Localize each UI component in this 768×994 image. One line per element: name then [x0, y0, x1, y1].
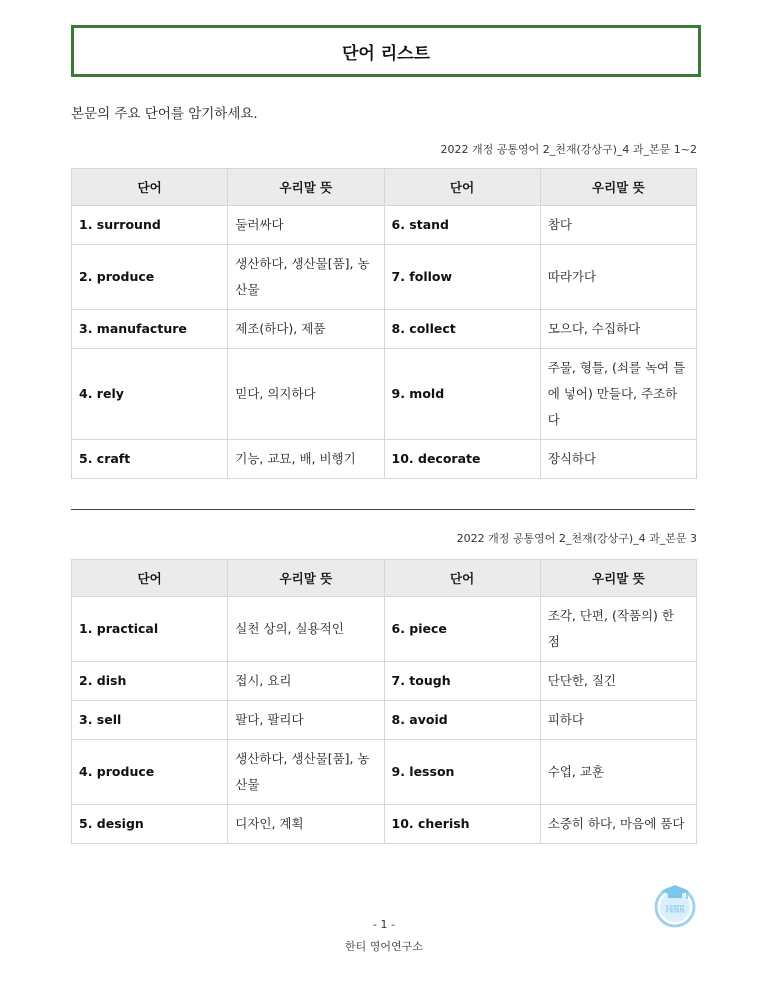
meaning-cell: 모으다, 수집하다 [540, 310, 696, 349]
word-cell: 3. manufacture [72, 310, 228, 349]
word-cell: 10. cherish [384, 805, 540, 844]
header-meaning: 우리말 뜻 [228, 560, 384, 597]
footer-institute: 한티 영어연구소 [345, 940, 423, 953]
meaning-cell: 참다 [540, 206, 696, 245]
word-cell: 1. practical [72, 597, 228, 662]
table-row [72, 440, 697, 479]
meaning-cell: 단단한, 질긴 [540, 662, 696, 701]
word-cell: 2. dish [72, 662, 228, 701]
meaning-cell: 생산하다, 생산물[품], 농산물 [228, 740, 384, 805]
source-label-1: 2022 개정 공통영어 2_천재(강상구)_4 과_본문 1~2 [440, 143, 697, 156]
vocab-table-1 [71, 168, 697, 479]
meaning-cell: 장식하다 [540, 440, 696, 479]
word-cell: 5. craft [72, 440, 228, 479]
table-row [72, 805, 697, 844]
table-row [72, 349, 697, 440]
word-cell: 8. collect [384, 310, 540, 349]
meaning-cell: 주물, 형틀, (쇠를 녹여 틀에 넣어) 만들다, 주조하다 [540, 349, 696, 440]
vocab-table-2 [71, 559, 697, 844]
header-meaning: 우리말 뜻 [540, 169, 696, 206]
word-cell: 8. avoid [384, 701, 540, 740]
meaning-cell: 소중히 하다, 마음에 품다 [540, 805, 696, 844]
meaning-cell: 접시, 요리 [228, 662, 384, 701]
table-row [72, 206, 697, 245]
word-cell: 6. piece [384, 597, 540, 662]
meaning-cell: 실천 상의, 실용적인 [228, 597, 384, 662]
table-row [72, 662, 697, 701]
word-cell: 9. mold [384, 349, 540, 440]
word-cell: 2. produce [72, 245, 228, 310]
header-word: 단어 [72, 560, 228, 597]
word-cell: 4. rely [72, 349, 228, 440]
meaning-cell: 둘러싸다 [228, 206, 384, 245]
meaning-cell: 팔다, 팔리다 [228, 701, 384, 740]
page-title: 단어 리스트 [71, 25, 701, 77]
page-number: - 1 - [373, 918, 395, 931]
table-header-row [72, 560, 697, 597]
table-row [72, 245, 697, 310]
meaning-cell: 따라가다 [540, 245, 696, 310]
word-cell: 6. stand [384, 206, 540, 245]
word-cell: 3. sell [72, 701, 228, 740]
table-row [72, 701, 697, 740]
header-word: 단어 [384, 169, 540, 206]
meaning-cell: 수업, 교훈 [540, 740, 696, 805]
word-cell: 7. tough [384, 662, 540, 701]
word-cell: 9. lesson [384, 740, 540, 805]
meaning-cell: 피하다 [540, 701, 696, 740]
table-header-row [72, 169, 697, 206]
meaning-cell: 기능, 교묘, 배, 비행기 [228, 440, 384, 479]
header-meaning: 우리말 뜻 [228, 169, 384, 206]
header-word: 단어 [72, 169, 228, 206]
logo-text: HEE [665, 904, 685, 914]
word-cell: 10. decorate [384, 440, 540, 479]
header-word: 단어 [384, 560, 540, 597]
word-cell: 1. surround [72, 206, 228, 245]
instruction-text: 본문의 주요 단어를 암기하세요. [71, 106, 258, 122]
table-row [72, 597, 697, 662]
header-meaning: 우리말 뜻 [540, 560, 696, 597]
word-cell: 5. design [72, 805, 228, 844]
meaning-cell: 제조(하다), 제품 [228, 310, 384, 349]
word-cell: 7. follow [384, 245, 540, 310]
meaning-cell: 믿다, 의지하다 [228, 349, 384, 440]
source-label-2: 2022 개정 공통영어 2_천재(강상구)_4 과_본문 3 [456, 532, 697, 545]
meaning-cell: 생산하다, 생산물[품], 농산물 [228, 245, 384, 310]
meaning-cell: 조각, 단편, (작품의) 한 점 [540, 597, 696, 662]
word-cell: 4. produce [72, 740, 228, 805]
table-row [72, 310, 697, 349]
meaning-cell: 디자인, 계획 [228, 805, 384, 844]
table-row [72, 740, 697, 805]
section-divider [71, 509, 695, 510]
